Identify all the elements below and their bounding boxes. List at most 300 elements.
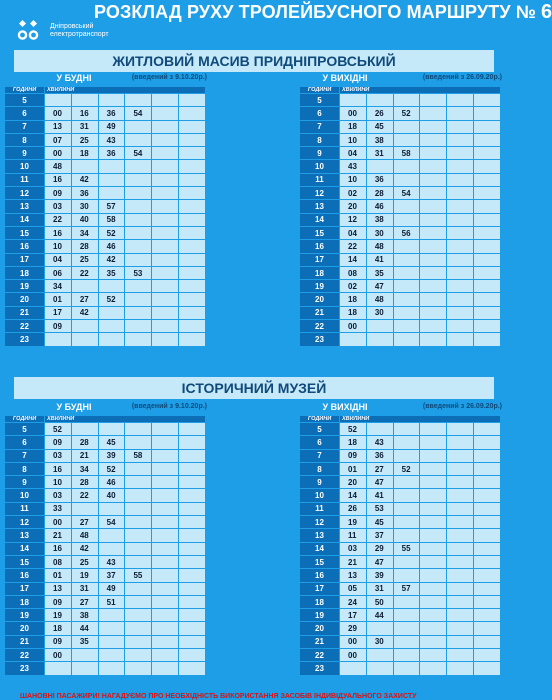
minute-cell (125, 609, 152, 622)
minute-cell (152, 476, 179, 489)
minute-cell (447, 160, 474, 173)
minute-cell (420, 293, 447, 306)
minute-cell (152, 662, 179, 675)
minutes-caption: ХВИЛИНИ (45, 87, 206, 94)
minute-cell (393, 133, 420, 146)
minute-cell (474, 107, 501, 120)
minute-cell: 28 (366, 187, 393, 200)
minute-cell: 03 (340, 542, 367, 555)
minute-cell (474, 226, 501, 239)
hour-row (5, 187, 206, 200)
minute-cell (474, 266, 501, 279)
hour-row (300, 609, 501, 622)
minute-cell (98, 333, 125, 346)
hour-cell: 14 (5, 213, 45, 226)
minute-cell: 21 (45, 529, 72, 542)
minute-cell (447, 569, 474, 582)
hour-row (5, 595, 206, 608)
weekend-table (299, 72, 501, 347)
hour-cell: 19 (5, 280, 45, 293)
minute-cell (447, 266, 474, 279)
hour-cell: 12 (5, 187, 45, 200)
hour-cell: 21 (300, 635, 340, 648)
minute-cell (125, 306, 152, 319)
minute-cell (179, 226, 206, 239)
minute-cell (366, 320, 393, 333)
minute-cell (447, 280, 474, 293)
minute-cell: 02 (340, 187, 367, 200)
minute-cell: 27 (71, 595, 98, 608)
minute-cell (179, 635, 206, 648)
hour-row (300, 489, 501, 502)
hour-cell: 17 (5, 582, 45, 595)
minute-cell: 26 (340, 502, 367, 515)
minute-cell: 38 (366, 133, 393, 146)
hour-row (300, 622, 501, 635)
minute-cell: 31 (71, 120, 98, 133)
weekend-table (299, 401, 501, 676)
hours-caption: ГОДИНИ (300, 416, 340, 423)
hour-cell: 12 (300, 516, 340, 529)
minute-cell (447, 476, 474, 489)
minute-cell (152, 226, 179, 239)
minute-cell (420, 200, 447, 213)
minute-cell (179, 213, 206, 226)
minute-cell (152, 266, 179, 279)
minute-cell (447, 529, 474, 542)
minute-cell (45, 662, 72, 675)
hour-row (300, 213, 501, 226)
hour-cell: 18 (300, 266, 340, 279)
minute-cell (393, 333, 420, 346)
minute-cell (152, 200, 179, 213)
hour-cell: 23 (5, 333, 45, 346)
minute-cell: 00 (340, 320, 367, 333)
minute-cell: 34 (71, 462, 98, 475)
minute-cell (179, 609, 206, 622)
hour-row (5, 502, 206, 515)
minute-cell: 41 (366, 489, 393, 502)
minute-cell (393, 253, 420, 266)
hour-row (5, 516, 206, 529)
minute-cell (420, 280, 447, 293)
minute-cell: 18 (340, 306, 367, 319)
column-captions (300, 87, 501, 94)
hour-row (300, 635, 501, 648)
intro-date: (введений з 26.09.20р.) (422, 74, 502, 81)
minute-cell: 06 (45, 266, 72, 279)
hour-row (5, 240, 206, 253)
hour-cell: 21 (5, 635, 45, 648)
minute-cell (474, 635, 501, 648)
minute-cell (474, 333, 501, 346)
minute-cell (420, 120, 447, 133)
hour-cell: 6 (5, 436, 45, 449)
minute-cell: 37 (366, 529, 393, 542)
minute-cell: 46 (98, 476, 125, 489)
minute-cell (179, 147, 206, 160)
intro-date: (введений з 9.10.20р.) (131, 403, 207, 410)
minute-cell (447, 555, 474, 568)
minute-cell (45, 94, 72, 107)
minute-cell (474, 622, 501, 635)
minute-cell: 01 (45, 569, 72, 582)
minute-cell: 20 (340, 476, 367, 489)
hour-row (5, 649, 206, 662)
minute-cell (447, 649, 474, 662)
hour-cell: 14 (5, 542, 45, 555)
hour-cell: 6 (300, 107, 340, 120)
hour-cell: 7 (300, 449, 340, 462)
minute-cell (152, 147, 179, 160)
hour-cell: 8 (5, 133, 45, 146)
minute-cell: 02 (340, 280, 367, 293)
hour-row (300, 306, 501, 319)
minute-cell (393, 516, 420, 529)
minute-cell (420, 333, 447, 346)
minute-cell (420, 320, 447, 333)
minute-cell (420, 489, 447, 502)
hour-cell: 22 (300, 320, 340, 333)
minute-cell (179, 462, 206, 475)
minute-cell (98, 187, 125, 200)
minute-cell: 45 (366, 516, 393, 529)
minute-cell (98, 173, 125, 186)
minute-cell (393, 266, 420, 279)
hour-cell: 16 (300, 569, 340, 582)
column-captions (5, 87, 206, 94)
minute-cell: 53 (366, 502, 393, 515)
hour-cell: 7 (5, 449, 45, 462)
minute-cell: 10 (45, 240, 72, 253)
minute-cell: 44 (366, 609, 393, 622)
hour-row (5, 582, 206, 595)
minute-cell (447, 107, 474, 120)
hour-cell: 17 (300, 582, 340, 595)
minute-cell (393, 94, 420, 107)
minute-cell (98, 94, 125, 107)
minute-cell (366, 662, 393, 675)
minute-cell: 08 (340, 266, 367, 279)
minute-cell (366, 622, 393, 635)
minute-cell (474, 160, 501, 173)
hour-cell: 20 (5, 293, 45, 306)
minute-cell (447, 200, 474, 213)
hour-cell: 13 (300, 200, 340, 213)
minute-cell (179, 489, 206, 502)
minute-cell: 50 (366, 595, 393, 608)
minute-cell: 30 (366, 226, 393, 239)
minute-cell: 19 (340, 516, 367, 529)
minute-cell: 42 (71, 173, 98, 186)
minute-cell: 48 (45, 160, 72, 173)
minute-cell: 17 (45, 306, 72, 319)
table-header (4, 72, 206, 86)
minute-cell (125, 489, 152, 502)
minute-cell: 30 (366, 635, 393, 648)
minute-cell: 43 (340, 160, 367, 173)
minute-cell (125, 173, 152, 186)
minute-cell: 04 (340, 226, 367, 239)
minute-cell: 54 (125, 147, 152, 160)
minute-cell: 01 (340, 462, 367, 475)
minute-cell: 42 (71, 542, 98, 555)
hour-row (300, 529, 501, 542)
minute-cell: 16 (45, 173, 72, 186)
hour-cell: 6 (300, 436, 340, 449)
hour-row (300, 476, 501, 489)
minute-cell (474, 213, 501, 226)
hour-cell: 18 (5, 266, 45, 279)
hour-cell: 9 (5, 476, 45, 489)
minute-cell (98, 649, 125, 662)
hour-cell: 19 (300, 280, 340, 293)
minute-cell (420, 542, 447, 555)
minute-cell: 31 (366, 582, 393, 595)
intro-date: (введений з 9.10.20р.) (131, 74, 207, 81)
minute-cell (420, 662, 447, 675)
minute-cell: 39 (366, 569, 393, 582)
hour-row (5, 173, 206, 186)
hour-row (300, 280, 501, 293)
minute-cell: 05 (340, 582, 367, 595)
minute-cell: 52 (98, 462, 125, 475)
minute-cell (393, 173, 420, 186)
minute-cell (152, 489, 179, 502)
hour-cell: 11 (300, 173, 340, 186)
hour-row (5, 147, 206, 160)
minute-cell (393, 529, 420, 542)
minute-cell (447, 635, 474, 648)
minute-cell: 28 (71, 436, 98, 449)
dniprovsky-electrotransport-logo-icon (17, 18, 47, 44)
minute-cell (179, 622, 206, 635)
minute-cell: 42 (71, 306, 98, 319)
day-type-label: У ВИХІДНІ (322, 73, 368, 83)
hour-cell: 20 (300, 293, 340, 306)
minute-cell: 25 (71, 555, 98, 568)
minute-cell (179, 423, 206, 436)
minute-cell (447, 436, 474, 449)
minute-cell (71, 160, 98, 173)
hour-cell: 11 (5, 502, 45, 515)
minute-cell (125, 133, 152, 146)
minute-cell (152, 240, 179, 253)
minute-cell (179, 253, 206, 266)
minute-cell: 21 (71, 449, 98, 462)
hour-row (300, 320, 501, 333)
brand-line-1: Дніпровський (50, 23, 94, 30)
hour-row (5, 253, 206, 266)
hour-cell: 18 (5, 595, 45, 608)
minute-cell: 48 (366, 293, 393, 306)
minute-cell (98, 529, 125, 542)
minute-cell (179, 582, 206, 595)
minute-cell: 48 (71, 529, 98, 542)
hour-cell: 5 (300, 94, 340, 107)
minute-cell (393, 595, 420, 608)
minute-cell (98, 662, 125, 675)
minute-cell (98, 635, 125, 648)
hours-caption: ГОДИНИ (5, 416, 45, 423)
hour-cell: 13 (300, 529, 340, 542)
minute-cell (125, 542, 152, 555)
minute-cell: 22 (45, 213, 72, 226)
hour-row (5, 462, 206, 475)
minute-cell: 57 (393, 582, 420, 595)
minute-cell (179, 280, 206, 293)
minute-cell (420, 555, 447, 568)
minute-cell (125, 333, 152, 346)
minute-cell (393, 436, 420, 449)
minute-cell (420, 502, 447, 515)
hour-cell: 10 (300, 489, 340, 502)
minute-cell (152, 94, 179, 107)
hour-cell: 21 (300, 306, 340, 319)
minute-cell (98, 280, 125, 293)
minute-cell (474, 147, 501, 160)
minute-cell (420, 622, 447, 635)
minute-cell (447, 293, 474, 306)
hour-row (5, 133, 206, 146)
minute-cell (393, 306, 420, 319)
minutes-caption: ХВИЛИНИ (340, 87, 501, 94)
minute-cell (420, 595, 447, 608)
hour-row (300, 200, 501, 213)
minute-cell (98, 542, 125, 555)
hour-row (300, 226, 501, 239)
minute-cell: 51 (98, 595, 125, 608)
minute-cell (474, 662, 501, 675)
minute-cell (152, 516, 179, 529)
minute-cell (179, 595, 206, 608)
hour-row (300, 542, 501, 555)
minute-cell (152, 649, 179, 662)
minute-cell (393, 320, 420, 333)
minute-cell (152, 502, 179, 515)
minute-cell: 35 (366, 266, 393, 279)
minute-cell: 52 (393, 462, 420, 475)
minute-cell (447, 94, 474, 107)
minute-cell (420, 94, 447, 107)
minute-cell (393, 280, 420, 293)
hour-cell: 9 (5, 147, 45, 160)
minute-cell: 41 (366, 253, 393, 266)
minute-cell: 09 (45, 436, 72, 449)
minute-cell (179, 502, 206, 515)
minute-cell (179, 542, 206, 555)
minute-cell: 36 (366, 173, 393, 186)
hour-row (5, 529, 206, 542)
minute-cell: 52 (340, 423, 367, 436)
minute-cell: 52 (45, 423, 72, 436)
minute-cell (340, 662, 367, 675)
minute-cell (447, 595, 474, 608)
minute-cell (152, 622, 179, 635)
minute-cell: 09 (45, 320, 72, 333)
minute-cell: 28 (71, 476, 98, 489)
minute-cell (152, 253, 179, 266)
hour-cell: 23 (300, 662, 340, 675)
minute-cell (179, 94, 206, 107)
hour-cell: 19 (5, 609, 45, 622)
minute-cell (152, 160, 179, 173)
minute-cell (474, 569, 501, 582)
minute-cell (152, 280, 179, 293)
minute-cell: 13 (45, 582, 72, 595)
minute-cell (474, 173, 501, 186)
minute-cell: 09 (340, 449, 367, 462)
minute-cell: 52 (393, 107, 420, 120)
hour-row (300, 449, 501, 462)
minute-cell: 43 (366, 436, 393, 449)
hour-row (300, 120, 501, 133)
minute-cell (420, 529, 447, 542)
minute-cell (447, 502, 474, 515)
minute-cell: 00 (340, 635, 367, 648)
minute-cell (179, 649, 206, 662)
minute-cell: 26 (366, 107, 393, 120)
minute-cell: 44 (71, 622, 98, 635)
minute-cell (474, 489, 501, 502)
minute-cell (393, 555, 420, 568)
minute-cell (152, 635, 179, 648)
hour-row (300, 423, 501, 436)
minute-cell (179, 306, 206, 319)
minute-cell (125, 94, 152, 107)
minute-cell: 55 (393, 542, 420, 555)
minute-cell (125, 462, 152, 475)
table-header (4, 401, 206, 415)
minute-cell (71, 94, 98, 107)
minute-cell (447, 662, 474, 675)
hour-row (5, 635, 206, 648)
minute-cell: 03 (45, 489, 72, 502)
minute-cell: 35 (71, 635, 98, 648)
minute-cell (125, 253, 152, 266)
minute-cell (340, 94, 367, 107)
hour-row (5, 200, 206, 213)
hour-row (5, 436, 206, 449)
minute-cell (420, 516, 447, 529)
hour-row (5, 160, 206, 173)
minute-cell (474, 436, 501, 449)
hour-cell: 10 (300, 160, 340, 173)
minute-cell: 00 (45, 516, 72, 529)
minute-cell (447, 449, 474, 462)
minute-cell (447, 333, 474, 346)
minute-cell (179, 436, 206, 449)
minute-cell (474, 595, 501, 608)
hour-row (300, 187, 501, 200)
hour-cell: 6 (5, 107, 45, 120)
minute-cell (393, 449, 420, 462)
hour-row (300, 240, 501, 253)
hour-cell: 12 (5, 516, 45, 529)
minute-cell (179, 240, 206, 253)
minute-cell (393, 213, 420, 226)
minute-cell: 29 (366, 542, 393, 555)
minute-cell (179, 662, 206, 675)
minute-cell (179, 449, 206, 462)
minute-cell (420, 476, 447, 489)
hour-row (5, 476, 206, 489)
minute-cell: 29 (340, 622, 367, 635)
hour-cell: 23 (300, 333, 340, 346)
minute-cell (179, 333, 206, 346)
hour-row (300, 107, 501, 120)
hour-cell: 22 (300, 649, 340, 662)
